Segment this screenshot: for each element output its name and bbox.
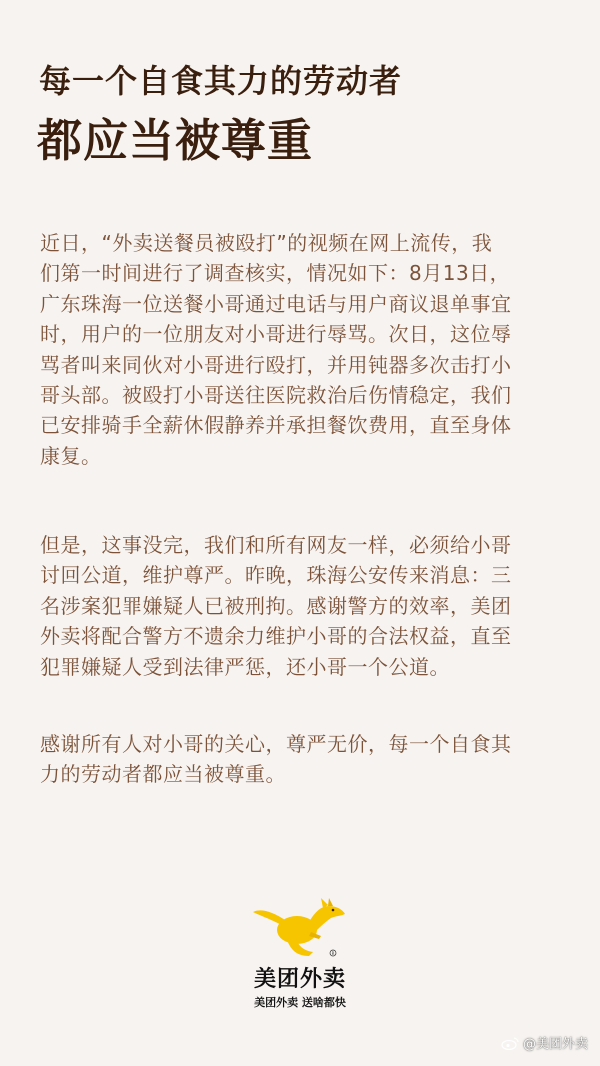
statement-paragraph-3 [40, 729, 570, 790]
watermark-text: @美团外卖 [522, 1037, 588, 1052]
text-line: 力的劳动者都应当被尊重。 [40, 762, 286, 787]
headline-line-2: 都应当被尊重 [37, 114, 314, 167]
text-line: 已安排骑手全薪休假静养并承担餐饮费用，直至身体 [40, 413, 512, 438]
text-line: 们第一时间进行了调查核实，情况如下：8月13日， [40, 261, 511, 286]
text-line: 时，用户的一位朋友对小哥进行辱骂。次日，这位辱 [40, 322, 512, 347]
svg-text:R: R [331, 951, 335, 956]
text-line: 名涉案犯罪嫌疑人已被刑拘。感谢警方的效率，美团 [40, 593, 512, 618]
text-line: 讨回公道，维护尊严。昨晚，珠海公安传来消息：三 [40, 563, 512, 588]
brand-name: 美团外卖 [253, 967, 346, 992]
text-line: 犯罪嫌疑人受到法律严惩，还小哥一个公道。 [40, 654, 450, 679]
kangaroo-icon [249, 898, 349, 960]
headline-line-1: 每一个自食其力的劳动者 [39, 62, 403, 100]
text-line: 外卖将配合警方不遗余力维护小哥的合法权益，直至 [40, 624, 512, 649]
statement-paragraph-1 [40, 228, 570, 471]
statement-paragraph-2 [40, 530, 570, 682]
weibo-icon [501, 1036, 519, 1050]
brand-slogan: 美团外卖 送啥都快 [254, 996, 346, 1009]
text-line: 骂者叫来同伙对小哥进行殴打，并用钝器多次击打小 [40, 352, 512, 377]
text-line: 但是，这事没完，我们和所有网友一样，必须给小哥 [40, 533, 512, 557]
text-line: 近日，“外卖送餐员被殴打”的视频在网上流传，我 [40, 231, 493, 255]
weibo-watermark [501, 1033, 588, 1052]
text-line: 感谢所有人对小哥的关心，尊严无价，每一个自食其 [40, 732, 512, 756]
text-line: 广东珠海一位送餐小哥通过电话与用户商议退单事宜 [40, 291, 512, 316]
text-line: 康复。 [40, 443, 102, 468]
text-line: 哥头部。被殴打小哥送往医院救治后伤情稳定，我们 [40, 383, 512, 408]
brand-logo [235, 898, 365, 1028]
